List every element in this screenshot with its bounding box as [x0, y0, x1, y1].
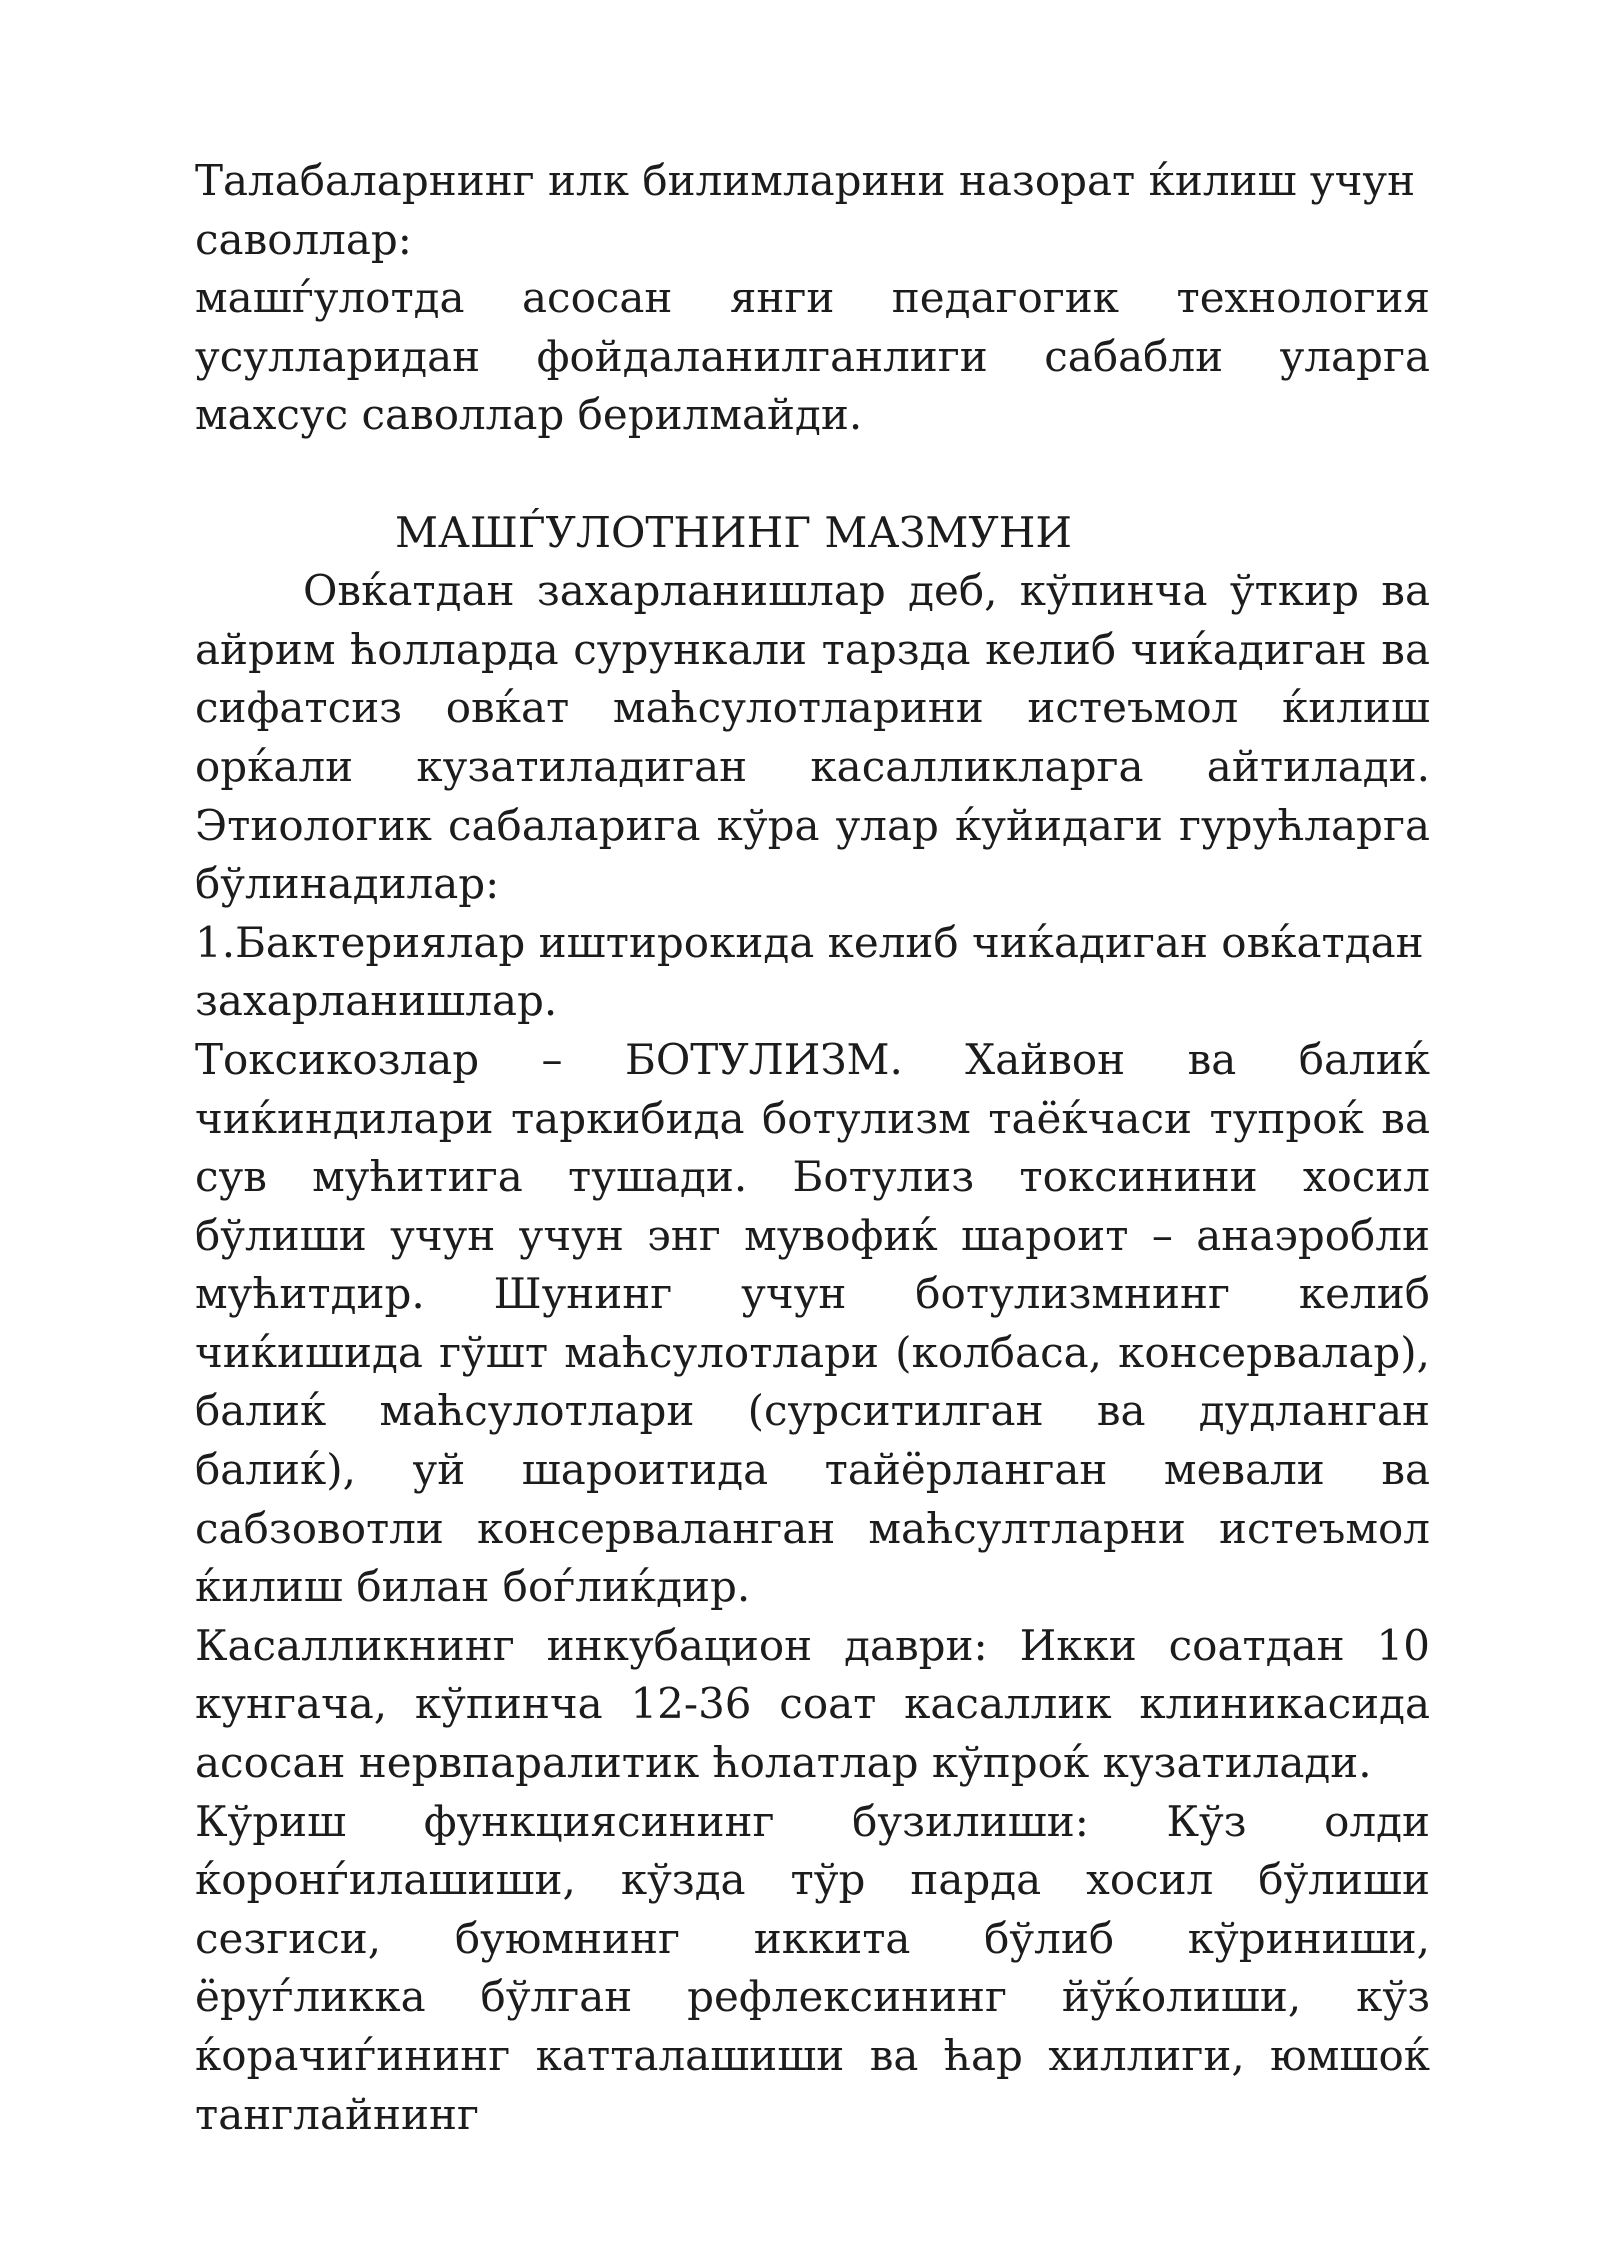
intro-questions-heading: Талабаларнинг илк билимларини назорат ќилиш учун саволлар: — [195, 156, 1416, 264]
paragraph-vision: Кўриш функциясининг бузилиши: Кўз олди ќоронѓилашиши, кўзда тўр парда хосил бўлиши сезгиси, буюмнинг иккита бўлиб кўриниши, ёруѓликка бўлган рефлексининг йўќолиши, кўз ќорачиѓининг катталашиши ва ћар хиллиги, юмшоќ танглайнинг — [195, 1796, 1430, 2139]
paragraph-incubation: Касалликнинг инкубацион даври: Икки соатдан 10 кунгача, кўпинча 12-36 соат касаллик клиникасида асосан нервпаралитик ћолатлар кўпроќ кузатилади. — [195, 1620, 1430, 1788]
section-title: МАШЃУЛОТНИНГ МАЗМУНИ — [395, 507, 1073, 557]
paragraph-botulism: Токсикозлар – БОТУЛИЗМ. Хайвон ва балиќ чиќиндилари таркибида ботулизм таёќчаси тупроќ ва сув мућитига тушади. Ботулиз токсинини хосил бўлиши учун учун энг мувофиќ шароит – анаэробли мућитдир. Шунинг учун ботулизмнинг келиб чиќишида гўшт маћсулотлари (колбаса, консервалар), балиќ маћсулотлари (сурситилган ва дудланган балиќ), уй шароитида тайёрланган мевали ва сабзовотли консерваланган маћсултларни истеъмол ќилиш билан боѓлиќдир. — [195, 1034, 1430, 1612]
paragraph-definition: Овќатдан захарланишлар деб, кўпинча ўткир ва айрим ћолларда сурункали тарзда келиб чиќадиган ва сифатсиз овќат маћсулотларини истеъмол ќилиш орќали кузатиладиган касалликларга айтилади. Этиологик сабаларига кўра улар ќуйидаги гурућларга бўлинадилар: — [195, 566, 1430, 909]
blank-line — [195, 445, 1430, 504]
intro-questions-text: машѓулотда асосан янги педагогик технология усулларидан фойдаланилганлиги сабабли уларга махсус саволлар берилмайди. — [195, 273, 1430, 440]
paragraph-bacteria: 1.Бактериялар иштирокида келиб чиќадиган овќатдан захарланишлар. — [195, 917, 1424, 1026]
document-page — [195, 152, 1430, 2144]
